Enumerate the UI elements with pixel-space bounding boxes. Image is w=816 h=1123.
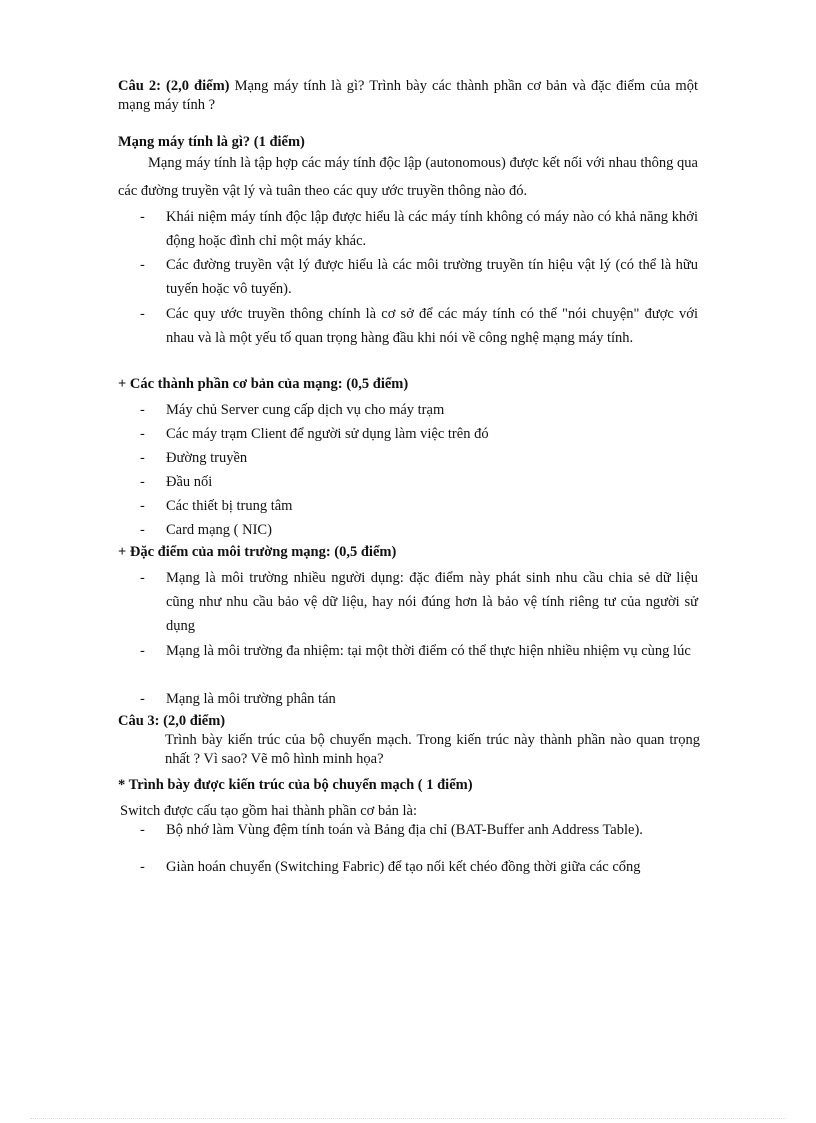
list-item-text: Đầu nối — [166, 474, 213, 490]
dash-bullet: - — [140, 691, 145, 707]
dash-bullet: - — [140, 450, 145, 466]
list-item-text: Các máy trạm Client để người sử dụng làm việc trên đó — [166, 426, 489, 442]
features-heading: + Đặc điểm của môi trường mạng: (0,5 điểm) — [118, 544, 397, 560]
footer-divider — [30, 1118, 786, 1119]
dash-bullet: - — [140, 257, 145, 273]
list-item-text: Máy chủ Server cung cấp dịch vụ cho máy trạm — [166, 402, 445, 418]
dash-bullet: - — [140, 474, 145, 490]
architecture-heading: * Trình bày được kiến trúc của bộ chuyển mạch ( 1 điểm) — [118, 777, 473, 793]
components-heading: + Các thành phần cơ bản của mạng: (0,5 điểm) — [118, 376, 409, 392]
question-3-label: Câu 3: (2,0 điểm) — [118, 713, 226, 729]
list-item-text: Giàn hoán chuyển (Switching Fabric) để tạo nối kết chéo đồng thời giữa các cổng — [166, 859, 641, 875]
dash-bullet: - — [140, 306, 145, 322]
question-2 — [118, 77, 698, 115]
list-item-text: Các quy ước truyền thông chính là cơ sở để các máy tính có thể "nói chuyện" được với nhau và là một yếu tố quan trọng hàng đầu khi nói về công nghệ mạng máy tính. — [166, 306, 698, 346]
list-item-text: Bộ nhớ làm Vùng đệm tính toán và Bảng địa chỉ (BAT-Buffer anh Address Table). — [166, 822, 643, 838]
definition-paragraph: Mạng máy tính là tập hợp các máy tính độc lập (autonomous) được kết nối với nhau thông qua các đường truyền vật lý và tuân theo các quy ước truyền thông nào đó. — [118, 155, 698, 199]
dash-bullet: - — [140, 402, 145, 418]
list-item-text: Mạng là môi trường nhiều người dụng: đặc điểm này phát sinh nhu cầu chia sẻ dữ liệu cũng như nhu cầu bảo vệ dữ liệu, hay nói đúng hơn là bảo vệ tính riêng tư của người sử dụng — [166, 570, 698, 634]
definition-heading: Mạng máy tính là gì? (1 điểm) — [118, 134, 305, 150]
question-3-text: Trình bày kiến trúc của bộ chuyển mạch. Trong kiến trúc này thành phần nào quan trọng nhất ? Vì sao? Vẽ mô hình minh họa? — [165, 732, 700, 767]
dash-bullet: - — [140, 570, 145, 586]
list-item-text: Các đường truyền vật lý được hiểu là các môi trường truyền tín hiệu vật lý (có thể là hữu tuyến hoặc vô tuyến). — [166, 257, 698, 297]
list-item-text: Các thiết bị trung tâm — [166, 498, 293, 514]
dash-bullet: - — [140, 209, 145, 225]
dash-bullet: - — [140, 426, 145, 442]
dash-bullet: - — [140, 522, 145, 538]
list-item-text: Card mạng ( NIC) — [166, 522, 272, 538]
question-2-label: Câu 2: (2,0 điểm) — [118, 78, 230, 94]
question-2-text: Mạng máy tính là gì? Trình bày các thành phần cơ bản và đặc điểm của một mạng máy tính ? — [118, 78, 698, 113]
dash-bullet: - — [140, 822, 145, 838]
dash-bullet: - — [140, 498, 145, 514]
list-item-text: Khái niệm máy tính độc lập được hiểu là các máy tính không có máy nào có khả năng khởi động hoặc đình chỉ một máy khác. — [166, 209, 698, 249]
dash-bullet: - — [140, 643, 145, 659]
list-item-text: Đường truyền — [166, 450, 248, 466]
dash-bullet: - — [140, 859, 145, 875]
architecture-intro: Switch được cấu tạo gồm hai thành phần cơ bản là: — [120, 803, 418, 819]
list-item-text: Mạng là môi trường đa nhiệm: tại một thời điểm có thể thực hiện nhiều nhiệm vụ cùng lúc — [166, 643, 691, 659]
list-item-text: Mạng là môi trường phân tán — [166, 691, 336, 707]
